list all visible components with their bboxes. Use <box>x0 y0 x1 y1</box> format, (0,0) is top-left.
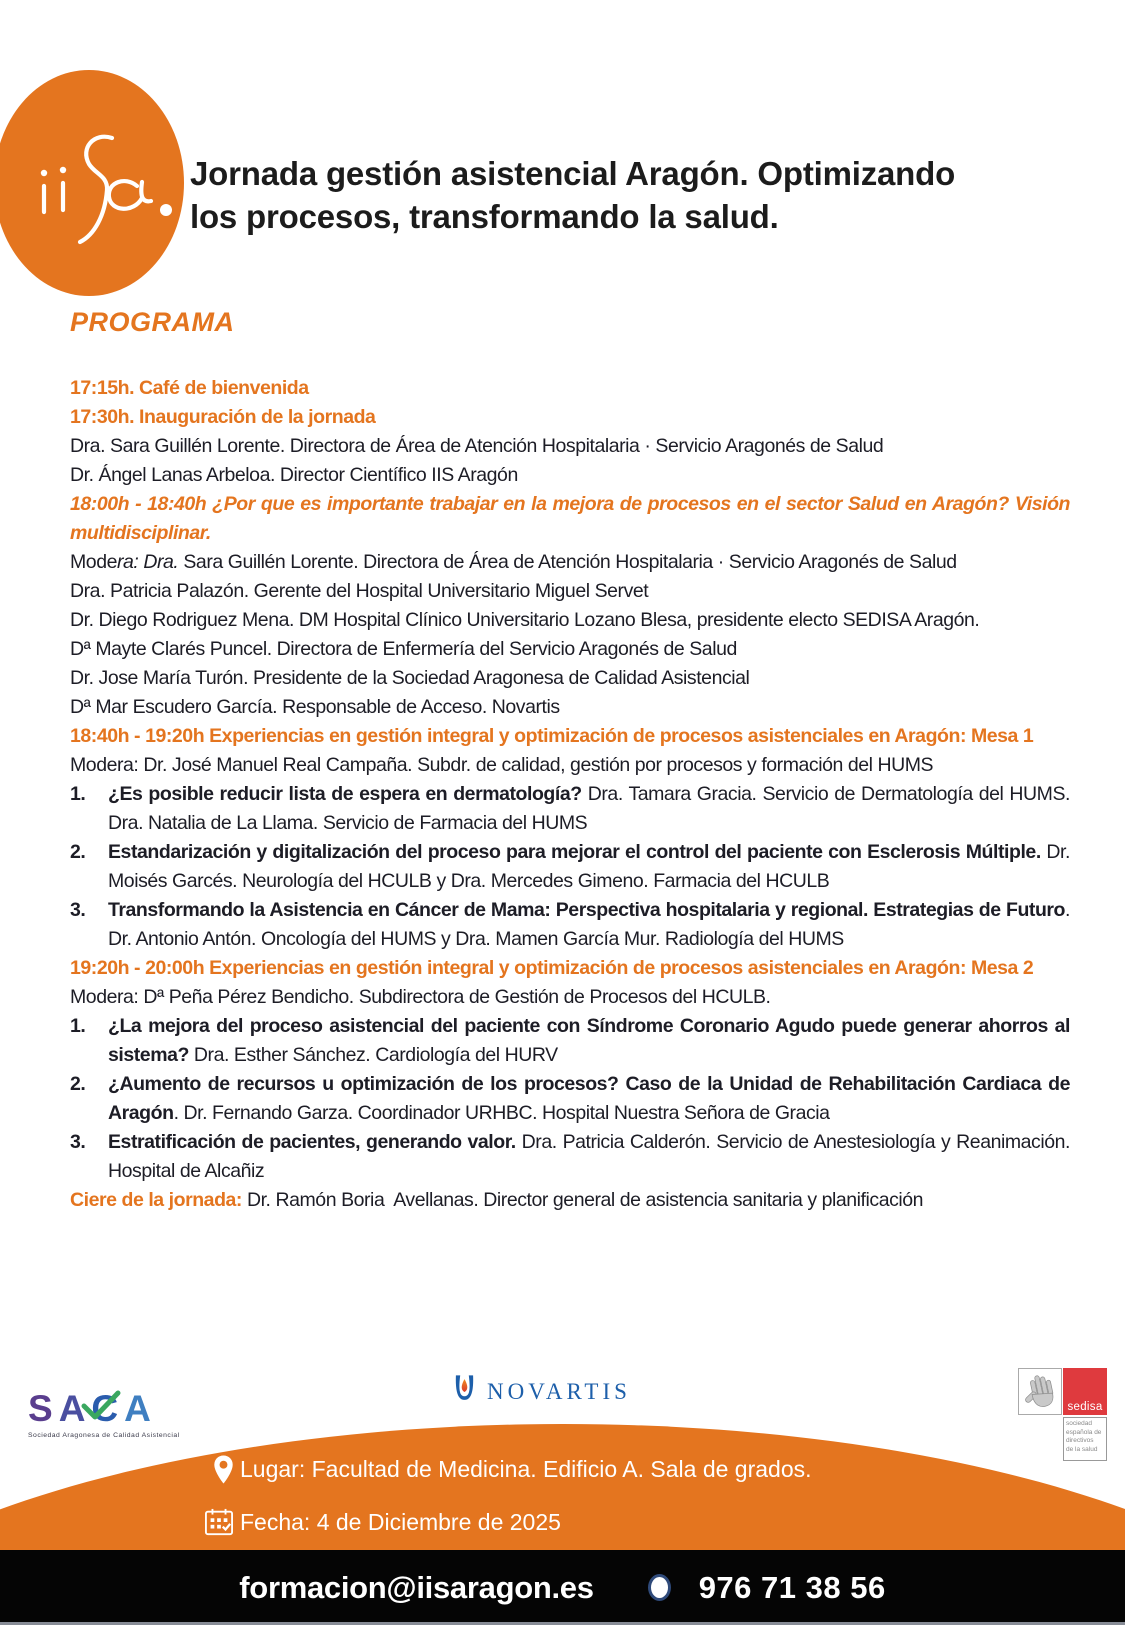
speaker-line: Dª Mayte Clarés Puncel. Directora de Enfermería del Servicio Aragonés de Salud <box>70 638 737 660</box>
speaker-line: Dra. Patricia Palazón. Gerente del Hospital Universitario Miguel Servet <box>70 580 649 602</box>
moderator-italic-fragment: ra: Dra. <box>116 551 179 573</box>
novartis-logo <box>451 1374 631 1405</box>
session-heading-mesa1: 18:40h - 19:20h Experiencias en gestión integral y optimización de procesos asistenciales en Aragón: Mesa 1 <box>70 725 1034 747</box>
location-pin-icon <box>213 1454 234 1485</box>
title-line-1: Jornada gestión asistencial Aragón. Optimizando <box>190 155 956 192</box>
session-heading-1800: 18:00h - 18:40h ¿Por que es importante trabajar en la mejora de procesos en el sector Salud en Aragón? Visión multidisciplinar. <box>70 493 1070 544</box>
programa-heading: PROGRAMA <box>70 307 235 337</box>
iis-logo-glyph <box>0 70 184 296</box>
contact-phone: 976 71 38 56 <box>698 1569 886 1605</box>
agenda-item <box>70 1128 1075 1186</box>
agenda-time-cafe: 17:15h. Café de bienvenida <box>70 377 309 399</box>
closing-line: Ciere de la jornada: Dr. Ramón Boria Avellanas. Director general de asistencia sanitaria y planificación <box>70 1189 924 1211</box>
moderator-line: Modera: Dra. Sara Guillén Lorente. Directora de Área de Atención Hospitalaria · Servicio Aragonés de Salud <box>70 551 957 573</box>
sedisa-subtitle: sociedad española de directivos de la salud <box>1063 1417 1107 1461</box>
calendar-icon <box>204 1508 234 1536</box>
contact-bar <box>0 1550 1125 1625</box>
page-title <box>190 152 1050 238</box>
agenda-item <box>70 780 1075 838</box>
sedisa-hand-icon <box>1018 1368 1062 1415</box>
saca-logo <box>28 1390 180 1439</box>
saca-wordmark: SACA <box>28 1388 157 1429</box>
item-number: 3. <box>70 1131 86 1153</box>
item-number: 3. <box>70 899 86 921</box>
item-text: Estratificación de pacientes, generando valor. Dra. Patricia Calderón. Servicio de Anestesiología y Reanimación. Hospital de Alcañiz <box>108 1131 1075 1182</box>
speaker-line: Dr. Jose María Turón. Presidente de la Sociedad Aragonesa de Calidad Asistencial <box>70 667 750 689</box>
novartis-wordmark: NOVARTIS <box>487 1379 631 1404</box>
saca-check-icon <box>80 1390 122 1422</box>
novartis-flame-icon <box>451 1374 478 1405</box>
sedisa-wordmark-box <box>1063 1368 1107 1415</box>
agenda-item <box>70 1070 1075 1128</box>
contact-email: formacion@iisaragon.es <box>239 1569 594 1605</box>
saca-subtitle: Sociedad Aragonesa de Calidad Asistencial <box>28 1432 180 1439</box>
item-text: ¿Aumento de recursos u optimización de los procesos? Caso de la Unidad de Rehabilitación Cardiaca de Aragón. Dr. Fernando Garza. Coordinador URHBC. Hospital Nuestra Señora de Gracia <box>108 1073 1075 1124</box>
program-content <box>70 374 1075 1215</box>
venue-line <box>213 1454 812 1485</box>
speaker-line: Dª Mar Escudero García. Responsable de Acceso. Novartis <box>70 696 560 718</box>
item-number: 1. <box>70 1015 86 1037</box>
phone-icon <box>648 1574 671 1601</box>
agenda-item <box>70 896 1075 954</box>
moderator-line: Modera: Dª Peña Pérez Bendicho. Subdirectora de Gestión de Procesos del HCULB. <box>70 986 771 1008</box>
title-line-2: los procesos, transformando la salud. <box>190 198 779 235</box>
moderator-line: Modera: Dr. José Manuel Real Campaña. Subdr. de calidad, gestión por procesos y formación del HUMS <box>70 754 934 776</box>
speaker-line: Dr. Ángel Lanas Arbeloa. Director Científico IIS Aragón <box>70 464 518 486</box>
item-text: ¿Es posible reducir lista de espera en dermatología? Dra. Tamara Gracia. Servicio de Dermatología del HUMS. Dra. Natalia de La Llama. Servicio de Farmacia del HUMS <box>108 783 1075 834</box>
agenda-item <box>70 838 1075 896</box>
agenda-time-inauguracion: 17:30h. Inauguración de la jornada <box>70 406 376 428</box>
item-text: Estandarización y digitalización del proceso para mejorar el control del paciente con Esclerosis Múltiple. Dr. Moisés Garcés. Neurología del HCULB y Dra. Mercedes Gimeno. Farmacia del HCULB <box>108 841 1075 892</box>
speaker-line: Dra. Sara Guillén Lorente. Directora de Área de Atención Hospitalaria · Servicio Aragonés de Salud <box>70 435 884 457</box>
session-heading-mesa2: 19:20h - 20:00h Experiencias en gestión integral y optimización de procesos asistenciales en Aragón: Mesa 2 <box>70 957 1034 979</box>
item-text: Transformando la Asistencia en Cáncer de Mama: Perspectiva hospitalaria y regional. Estrategias de Futuro. Dr. Antonio Antón. Oncología del HUMS y Dra. Mamen García Mur. Radiología del HUMS <box>108 899 1075 950</box>
date-line <box>204 1508 561 1536</box>
item-number: 2. <box>70 1073 86 1095</box>
item-text: ¿La mejora del proceso asistencial del paciente con Síndrome Coronario Agudo puede generar ahorros al sistema? Dra. Esther Sánchez. Cardiología del HURV <box>108 1015 1075 1066</box>
venue-text: Lugar: Facultad de Medicina. Edificio A. Sala de grados. <box>240 1456 812 1482</box>
agenda-item <box>70 1012 1075 1070</box>
item-number: 1. <box>70 783 86 805</box>
item-number: 2. <box>70 841 86 863</box>
date-text: Fecha: 4 de Diciembre de 2025 <box>240 1508 561 1535</box>
speaker-line: Dr. Diego Rodriguez Mena. DM Hospital Clínico Universitario Lozano Blesa, presidente electo SEDISA Aragón. <box>70 609 980 631</box>
closing-label: Ciere de la jornada: <box>70 1189 242 1211</box>
iis-aragon-logo <box>0 70 184 296</box>
sedisa-wordmark: sedisa <box>1067 1401 1103 1413</box>
